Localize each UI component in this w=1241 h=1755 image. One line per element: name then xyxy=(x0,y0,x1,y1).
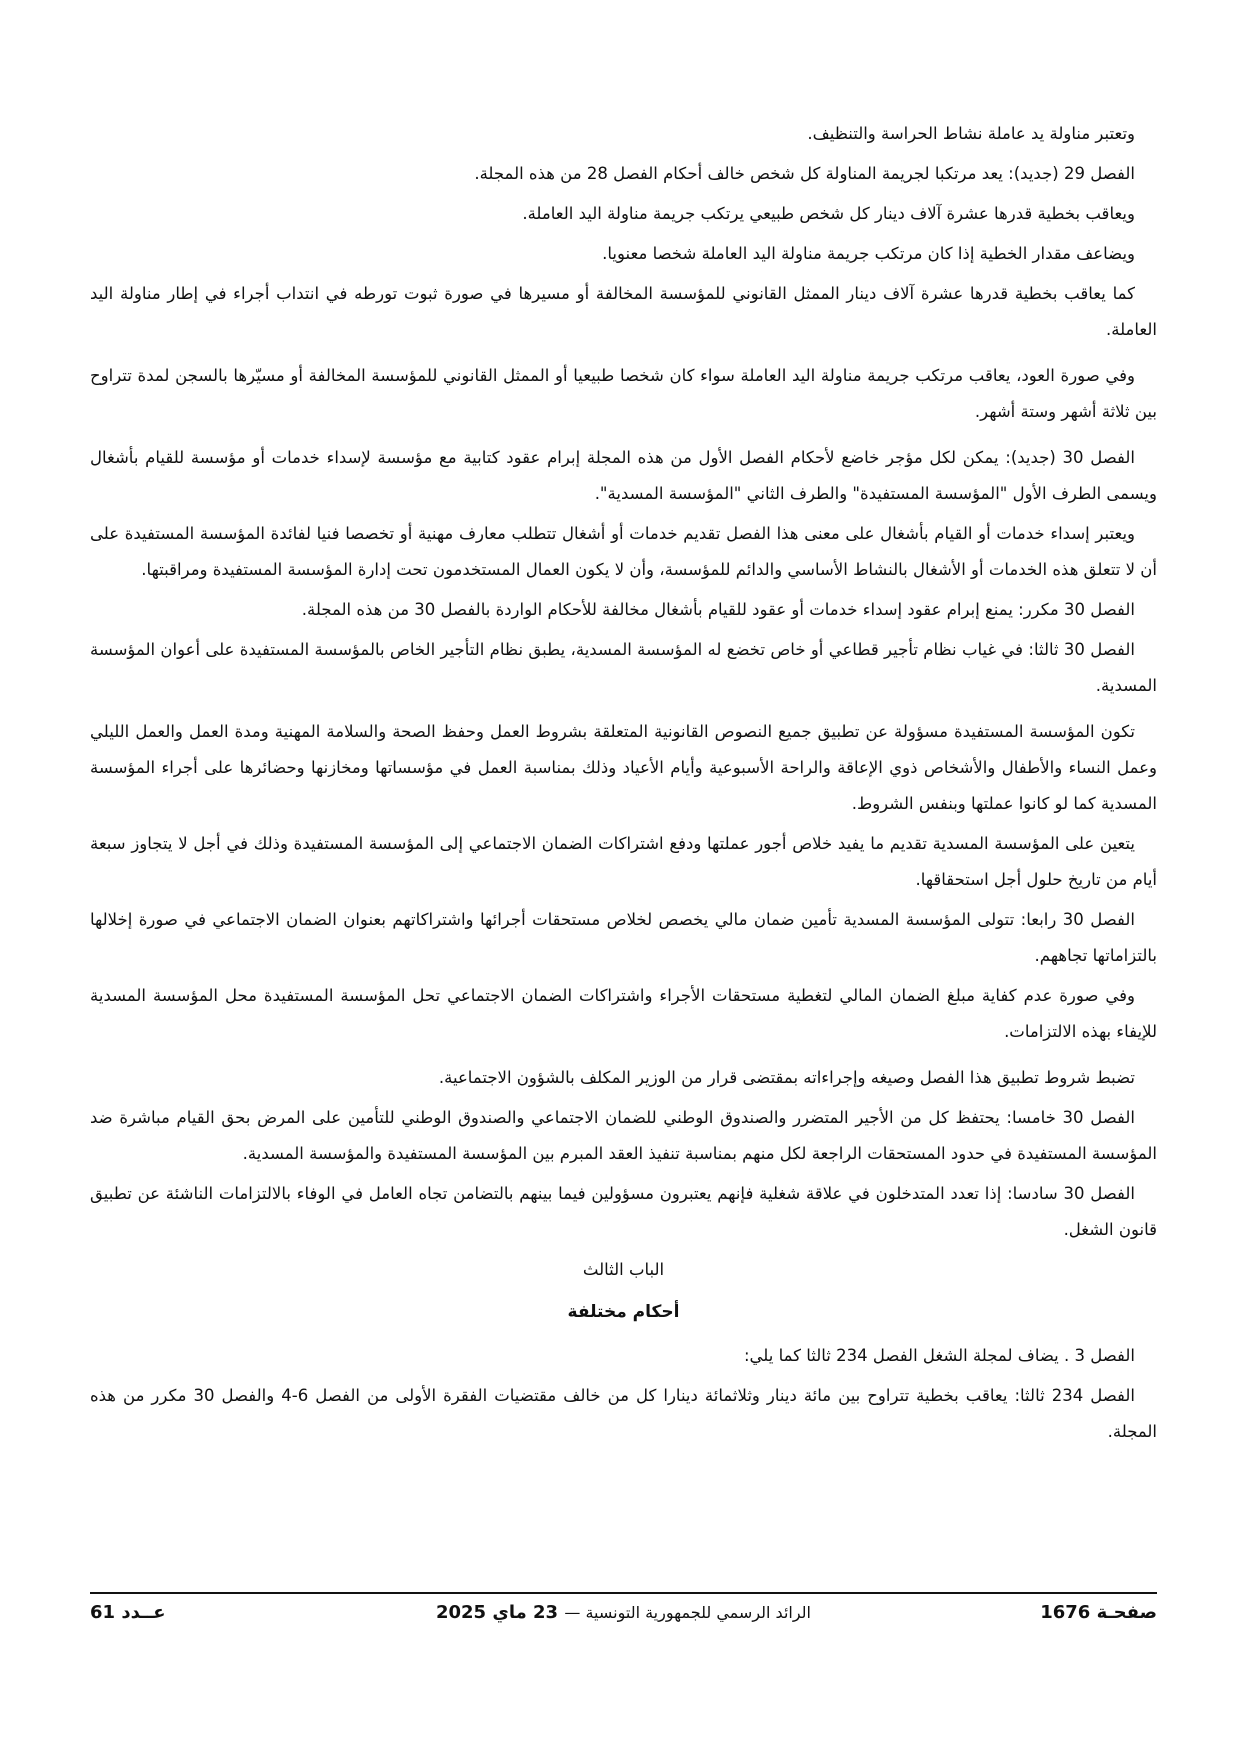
paragraph: ويعتبر إسداء خدمات أو القيام بأشغال على معنى هذا الفصل تقديم خدمات أو أشغال تتطلب معارف مهنية أو تخصصا فنيا لفائدة المؤسسة المستفيدة على أن لا تتعلق هذه الخدمات أو الأشغال بالنشاط الأساسي والدائم للمؤسسة، وأن لا يكون العمال المستخدمون تحت إدارة المؤسسة المستفيدة ومراقبتها. xyxy=(90,524,1157,579)
journal-name: الرائد الرسمي للجمهورية التونسية — xyxy=(564,1603,811,1622)
paragraph: تكون المؤسسة المستفيدة مسؤولة عن تطبيق جميع النصوص القانونية المتعلقة بشروط العمل وحفظ الصحة والسلامة المهنية ومدة العمل والعمل الليلي وعمل النساء والأطفال والأشخاص ذوي الإعاقة والراحة الأسبوعية وأيام الأعياد وذلك بمناسبة العمل في مؤسساتها ومخازنها وحضائرها على أجراء المؤسسة المسدية كما لو كانوا عملتها وبنفس الشروط. xyxy=(90,722,1157,813)
paragraph: الفصل 234 ثالثا: يعاقب بخطية تتراوح بين مائة دينار وثلاثمائة دينارا كل من خالف مقتضيات الفقرة الأولى من الفصل 6-4 والفصل 30 مكرر من هذه المجلة. xyxy=(90,1386,1157,1441)
paragraph: يتعين على المؤسسة المسدية تقديم ما يفيد خلاص أجور عملتها ودفع اشتراكات الضمان الاجتماعي إلى المؤسسة المستفيدة وذلك في أجل لا يتجاوز سبعة أيام من تاريخ حلول أجل استحقاقها. xyxy=(90,834,1157,889)
paragraph: الفصل 30 رابعا: تتولى المؤسسة المسدية تأمين ضمان مالي يخصص لخلاص مستحقات أجرائها واشتراكاتهم بعنوان الضمان الاجتماعي في صورة إخلالها بالتزاماتها تجاههم. xyxy=(90,910,1157,965)
paragraph: وفي صورة عدم كفاية مبلغ الضمان المالي لتغطية مستحقات الأجراء واشتراكات الضمان الاجتماعي تحل المؤسسة المستفيدة محل المؤسسة المسدية للإيفاء بهذه الالتزامات. xyxy=(90,986,1157,1041)
paragraph: ويعاقب بخطية قدرها عشرة آلاف دينار كل شخص طبيعي يرتكب جريمة مناولة اليد العاملة. xyxy=(522,204,1135,223)
journal-title xyxy=(90,1602,1157,1623)
paragraph: كما يعاقب بخطية قدرها عشرة آلاف دينار الممثل القانوني للمؤسسة المخالفة أو مسيرها في صورة ثبوت تورطه في انتداب أجراء في إطار مناولة اليد العاملة. xyxy=(90,284,1157,339)
paragraph: الفصل 30 (جديد): يمكن لكل مؤجر خاضع لأحكام الفصل الأول من هذه المجلة إبرام عقود كتابية مع مؤسسة لإسداء خدمات أو مؤسسة للقيام بأشغال ويسمى الطرف الأول "المؤسسة المستفيدة" والطرف الثاني "المؤسسة المسدية". xyxy=(90,448,1157,503)
paragraph: وتعتبر مناولة يد عاملة نشاط الحراسة والتنظيف. xyxy=(807,124,1135,143)
issue-number: عــدد 61 xyxy=(90,1602,166,1623)
page-footer xyxy=(90,1602,1157,1632)
paragraph: الفصل 3 . يضاف لمجلة الشغل الفصل 234 ثالثا كما يلي: xyxy=(743,1346,1135,1365)
document-body xyxy=(90,116,1157,1454)
paragraph: تضبط شروط تطبيق هذا الفصل وصيغه وإجراءاته بمقتضى قرار من الوزير المكلف بالشؤون الاجتماعية. xyxy=(438,1068,1135,1087)
paragraph: الفصل 30 خامسا: يحتفظ كل من الأجير المتضرر والصندوق الوطني للضمان الاجتماعي والصندوق الوطني للتأمين على المرض بحق القيام مباشرة ضد المؤسسة المستفيدة في حدود المستحقات الراجعة لكل منهم بمناسبة تنفيذ العقد المبرم بين المؤسسة المستفيدة والمؤسسة المسدية. xyxy=(90,1108,1157,1163)
paragraph: الفصل 30 ثالثا: في غياب نظام تأجير قطاعي أو خاص تخضع له المؤسسة المسدية، يطبق نظام التأجير الخاص بالمؤسسة المستفيدة على أعوان المؤسسة المسدية. xyxy=(90,640,1157,695)
footer-divider xyxy=(90,1592,1157,1594)
paragraph: الفصل 30 سادسا: إذا تعدد المتدخلون في علاقة شغلية فإنهم يعتبرون مسؤولين فيما بينهم بالتضامن تجاه العامل في الوفاء بالالتزامات الناشئة عن تطبيق قانون الشغل. xyxy=(90,1184,1157,1239)
paragraph: وفي صورة العود، يعاقب مرتكب جريمة مناولة اليد العاملة سواء كان شخصا طبيعيا أو الممثل القانوني للمؤسسة المخالفة أو مسيّرها بالسجن لمدة تتراوح بين ثلاثة أشهر وستة أشهر. xyxy=(90,366,1157,421)
section-title: أحكام مختلفة xyxy=(567,1302,680,1322)
issue-date: 23 ماي 2025 xyxy=(435,1602,559,1623)
paragraph: الفصل 30 مكرر: يمنع إبرام عقود إسداء خدمات أو عقود للقيام بأشغال مخالفة للأحكام الواردة بالفصل 30 من هذه المجلة. xyxy=(301,600,1135,619)
paragraph: الفصل 29 (جديد): يعد مرتكبا لجريمة المناولة كل شخص خالف أحكام الفصل 28 من هذه المجلة. xyxy=(474,164,1135,183)
paragraph: ويضاعف مقدار الخطية إذا كان مرتكب جريمة مناولة اليد العاملة شخصا معنويا. xyxy=(602,244,1135,263)
page-number: صفحـة 1676 xyxy=(1040,1602,1157,1623)
section-label: الباب الثالث xyxy=(582,1260,665,1279)
